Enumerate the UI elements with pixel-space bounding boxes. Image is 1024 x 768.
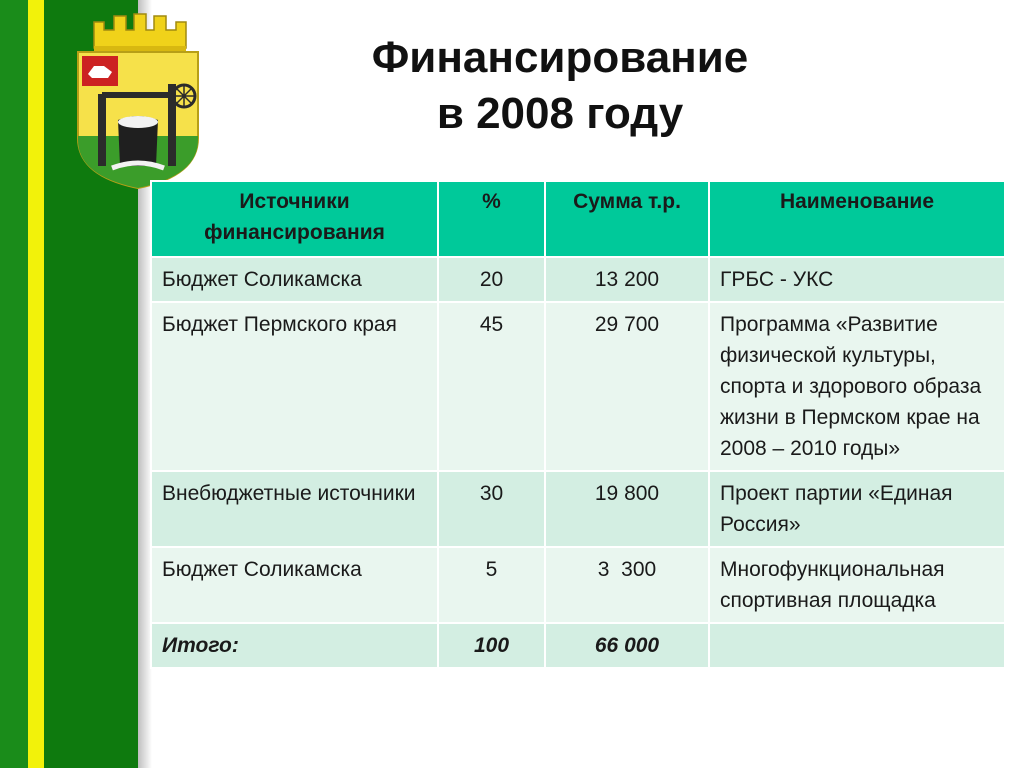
- cell-source: Бюджет Соликамска: [151, 257, 438, 302]
- left-green-stripe: [0, 0, 28, 768]
- cell-source: Бюджет Соликамска: [151, 547, 438, 623]
- coat-of-arms-icon: [72, 8, 204, 192]
- cell-sum: 19 800: [545, 471, 709, 547]
- cell-source: Внебюджетные источники: [151, 471, 438, 547]
- cell-name: Проект партии «Единая Россия»: [709, 471, 1005, 547]
- table-total-row: [151, 623, 1005, 668]
- cell-name: Многофункциональная спортивная площадка: [709, 547, 1005, 623]
- cell-percent: 30: [438, 471, 545, 547]
- total-name: [709, 623, 1005, 668]
- table-row: [151, 257, 1005, 302]
- cell-sum: 3 300: [545, 547, 709, 623]
- cell-name: ГРБС - УКС: [709, 257, 1005, 302]
- cell-name: Программа «Развитие физической культуры, спорта и здорового образа жизни в Пермском крае на 2008 – 2010 годы»: [709, 302, 1005, 471]
- cell-percent: 20: [438, 257, 545, 302]
- cell-percent: 5: [438, 547, 545, 623]
- header-sources: Источники финансирования: [151, 181, 438, 257]
- header-sum: Сумма т.р.: [545, 181, 709, 257]
- title-line-1: Финансирование: [371, 33, 749, 82]
- table-row: [151, 302, 1005, 471]
- total-label: Итого:: [151, 623, 438, 668]
- title-line-2: в 2008 году: [436, 89, 684, 138]
- header-percent: %: [438, 181, 545, 257]
- cell-sum: 29 700: [545, 302, 709, 471]
- yellow-stripe: [28, 0, 44, 768]
- total-sum: 66 000: [545, 623, 709, 668]
- table-header-row: [151, 181, 1005, 257]
- table-row: [151, 471, 1005, 547]
- cell-source: Бюджет Пермского края: [151, 302, 438, 471]
- financing-table: [150, 180, 1006, 669]
- page-title: [330, 30, 790, 142]
- table-row: [151, 547, 1005, 623]
- header-name: Наименование: [709, 181, 1005, 257]
- cell-percent: 45: [438, 302, 545, 471]
- cell-sum: 13 200: [545, 257, 709, 302]
- total-percent: 100: [438, 623, 545, 668]
